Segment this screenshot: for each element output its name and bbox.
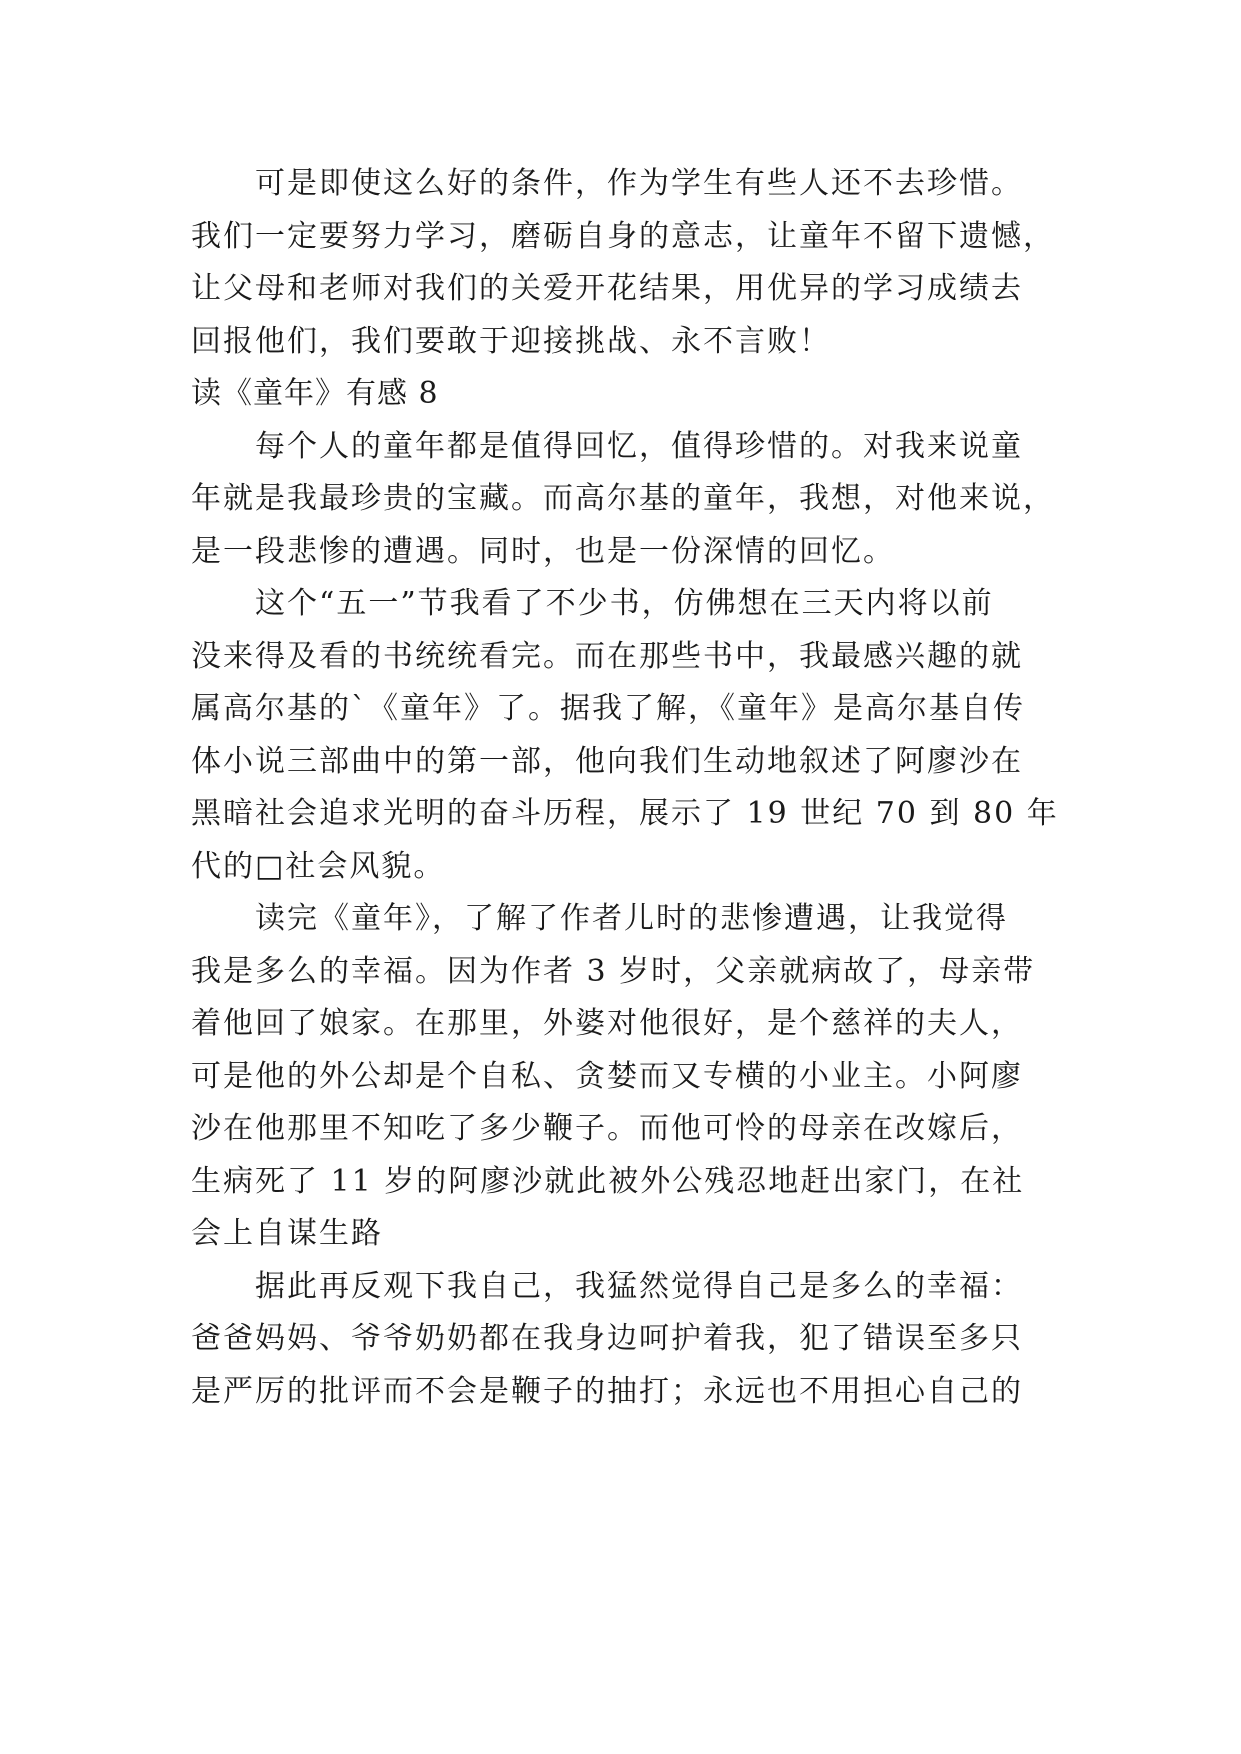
paragraph-line: 我们一定要努力学习，磨砺自身的意志，让童年不留下遗憾， [191, 218, 1055, 254]
paragraph-line: 读完《童年》，了解了作者儿时的悲惨遭遇，让我觉得 [255, 901, 1008, 936]
paragraph-line: 据此再反观下我自己，我猛然觉得自己是多么的幸福： [255, 1268, 1023, 1304]
paragraph-line: 年就是我最珍贵的宝藏。而高尔基的童年，我想，对他来说， [191, 481, 1055, 516]
paragraph-line: 是严厉的批评而不会是鞭子的抽打；永远也不用担心自己的 [191, 1373, 1023, 1409]
paragraph-line: 没来得及看的书统统看完。而在那些书中，我最感兴趣的就 [191, 638, 1023, 674]
paragraph-line: 生病死了 11 岁的阿廖沙就此被外公残忍地赶出家门，在社 [191, 1163, 1025, 1199]
paragraph-line: 每个人的童年都是值得回忆，值得珍惜的。对我来说童 [255, 428, 1023, 464]
paragraph-line: 沙在他那里不知吃了多少鞭子。而他可怜的母亲在改嫁后， [191, 1111, 1023, 1146]
paragraph-line: 会上自谋生路 [191, 1216, 383, 1251]
paragraph-line: 我是多么的幸福。因为作者 3 岁时，父亲就病故了，母亲带 [191, 953, 1036, 989]
paragraph-line: 黑暗社会追求光明的奋斗历程，展示了 19 世纪 70 到 80 年 [191, 796, 1059, 831]
paragraph-line: 让父母和老师对我们的关爱开花结果，用优异的学习成绩去 [191, 271, 1023, 306]
paragraph-line: 体小说三部曲中的第一部，他向我们生动地叙述了阿廖沙在 [191, 743, 1023, 779]
paragraph-line: 着他回了娘家。在那里，外婆对他很好，是个慈祥的夫人， [191, 1006, 1023, 1041]
paragraph-line: 代的□社会风貌。 [191, 848, 446, 884]
paragraph-line: 可是他的外公却是个自私、贪婪而又专横的小业主。小阿廖 [191, 1058, 1023, 1094]
paragraph-line: 这个“五一”节我看了不少书，仿佛想在三天内将以前 [255, 586, 994, 621]
paragraph-line: 爸爸妈妈、爷爷奶奶都在我身边呵护着我，犯了错误至多只 [191, 1321, 1023, 1356]
document-body [191, 158, 1059, 1418]
paragraph-line: 属高尔基的`《童年》了。据我了解，《童年》是高尔基自传 [191, 691, 1025, 726]
paragraph-line: 可是即使这么好的条件，作为学生有些人还不去珍惜。 [255, 166, 1023, 201]
paragraph-line: 回报他们，我们要敢于迎接挑战、永不言败！ [191, 323, 831, 359]
section-heading: 读《童年》有感 8 [191, 376, 439, 411]
paragraph-line: 是一段悲惨的遭遇。同时，也是一份深情的回忆。 [191, 533, 895, 569]
